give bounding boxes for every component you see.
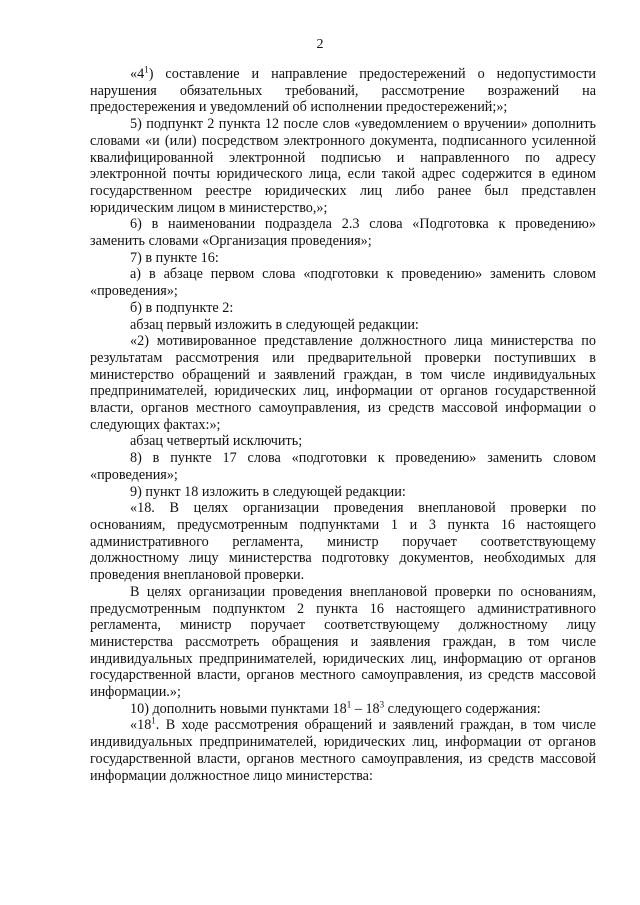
paragraph-text: следующего содержания: <box>384 700 541 717</box>
paragraph-text: – 18 <box>351 700 380 717</box>
paragraph <box>90 584 596 701</box>
paragraph <box>90 116 596 216</box>
paragraph <box>90 216 596 249</box>
document-body <box>90 66 596 784</box>
paragraph <box>90 250 596 267</box>
paragraph-text: «18 <box>130 717 152 734</box>
paragraph-text: 7) в пункте 16: <box>130 249 219 266</box>
superscript: 1 <box>346 698 352 709</box>
paragraph-text: б) в подпункте 2: <box>130 299 234 316</box>
superscript: 1 <box>151 715 156 726</box>
paragraph-text: ) составление и направление предостережений о недопустимости нарушения обязательных требований, рассмотрение возражений на предостережения и уведомлений об исполнении предостережений;»; <box>90 66 596 116</box>
paragraph <box>90 698 596 718</box>
paragraph-text: а) в абзаце первом слова «подготовки к проведению» заменить словом «проведения»; <box>90 266 596 300</box>
paragraph-text: 9) пункт 18 изложить в следующей редакции: <box>130 483 406 500</box>
superscript: 3 <box>379 698 385 709</box>
paragraph <box>90 433 596 450</box>
paragraph-text: 6) в наименовании подраздела 2.3 слова «Подготовка к проведению» заменить словами «Организация проведения»; <box>90 216 596 250</box>
page-number: 2 <box>316 37 324 52</box>
paragraph <box>90 484 596 501</box>
paragraph-text: 8) в пункте 17 слова «подготовки к проведению» заменить словом «проведения»; <box>90 450 596 483</box>
paragraph-text: абзац четвертый исключить; <box>130 433 303 450</box>
paragraph <box>90 333 596 433</box>
paragraph-text: В целях организации проведения внеплановой проверки по основаниям, предусмотренным подпунктом 2 пункта 16 настоящего административного регламента, министр поручает соответствующему должностному лицу министерства рассмотреть обращения и заявления граждан, в том числе индивидуальных предпринимателей, юридических лиц, информацию от органов государственной власти, органов местного самоуправления, из средств массовой информации.»; <box>90 583 596 701</box>
paragraph-text: абзац первый изложить в следующей редакции: <box>130 316 419 333</box>
paragraph <box>90 300 596 317</box>
paragraph-text: «18. В целях организации проведения внеплановой проверки по основаниям, предусмотренным подпунктами 1 и 3 пункта 16 настоящего административного регламента, министр поручает соответствующему должностному лицу министерства подготовку документов, необходимых для проведения внеплановой проверки. <box>90 500 596 584</box>
paragraph <box>90 500 596 584</box>
paragraph-text: . В ходе рассмотрения обращений и заявлений граждан, в том числе индивидуальных предпринимателей, юридических лиц, информации от органов государственной власти, органов местного самоуправления, из средств массовой информации должностное лицо министерства: <box>90 717 596 784</box>
paragraph <box>90 450 596 483</box>
paragraph-text: 10) дополнить новыми пунктами 18 <box>130 700 347 717</box>
paragraph-text: «4 <box>130 66 145 82</box>
paragraph <box>90 317 596 334</box>
paragraph-text: «2) мотивированное представление должностного лица министерства по результатам рассмотрения или предварительной проверки поступивших в министерство обращений и заявлений граждан, в том числе индивидуальных предпринимателей, юридических лиц, информации от органов государственной власти, органов местного самоуправления, из средств массовой информации о следующих фактах:»; <box>90 333 596 433</box>
paragraph-text: 5) подпункт 2 пункта 12 после слов «уведомлением о вручении» дополнить словами «и (или) посредством электронного документа, подписанного усиленной квалифицированной электронной подписью и направленного по адресу электронной почты юридического лица, если такой адрес содержится в едином государственном реестре юридических лиц либо ранее был представлен юридическим лицом в министерство,»; <box>90 116 596 216</box>
paragraph <box>90 66 596 116</box>
paragraph <box>90 266 596 299</box>
superscript: 1 <box>144 64 149 75</box>
paragraph <box>90 717 596 784</box>
